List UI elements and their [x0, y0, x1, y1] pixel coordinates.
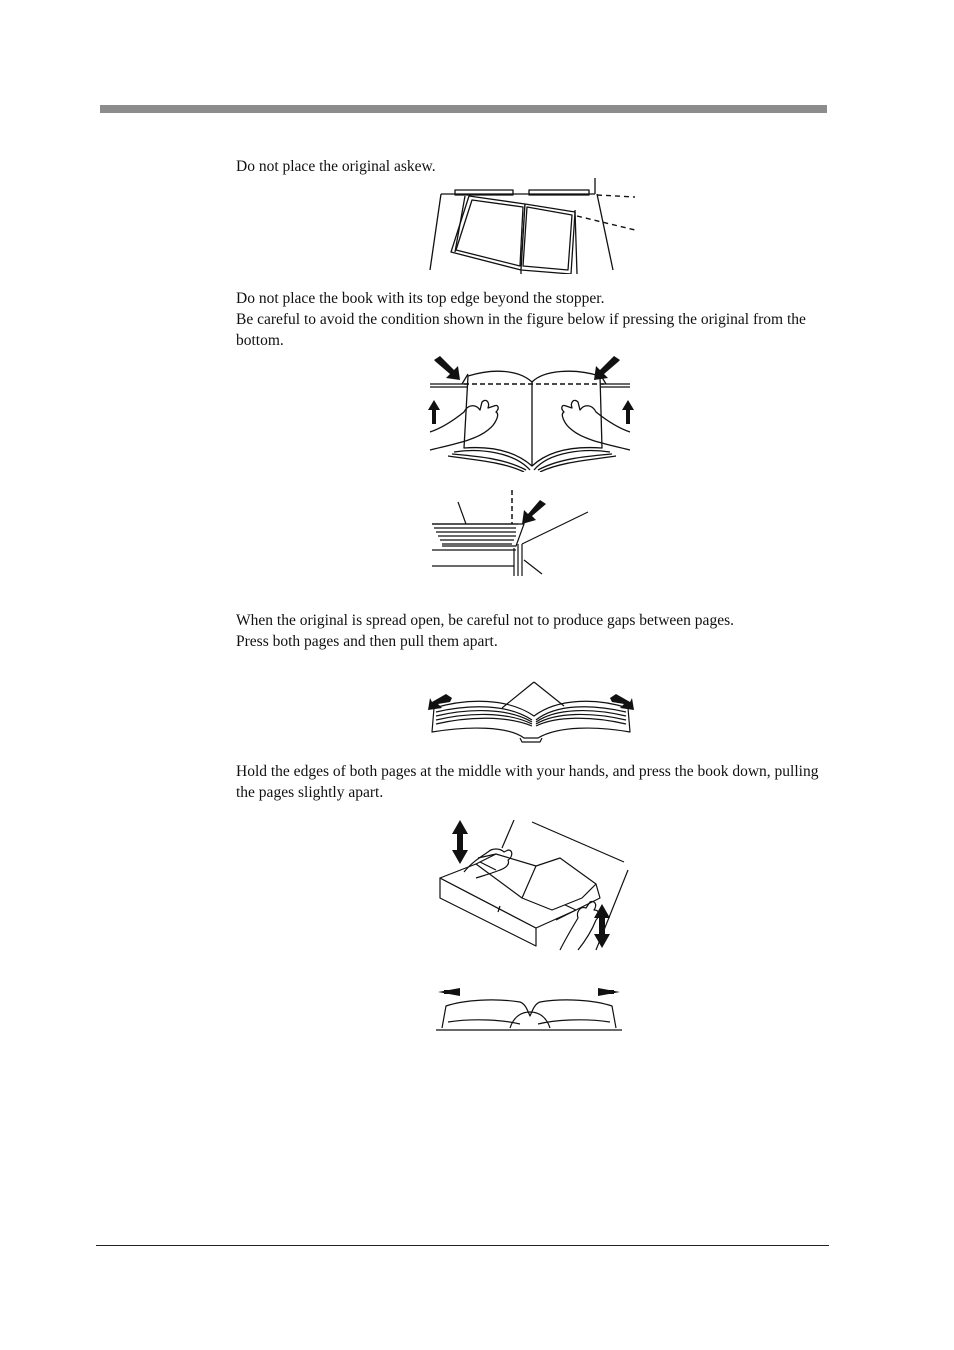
- spread-book-illustration: [428, 678, 634, 744]
- instruction-stopper-line2: Be careful to avoid the condition shown in the figure below if pressing the original from the bottom.: [236, 311, 806, 349]
- askew-book-illustration: [425, 174, 640, 274]
- instruction-stopper: [236, 288, 836, 351]
- instruction-hold-edges: Hold the edges of both pages at the middle with your hands, and press the book down, pulling the pages slightly apart.: [236, 763, 819, 801]
- pressing-from-bottom-illustration: [424, 354, 636, 472]
- book-side-view-illustration: [434, 984, 624, 1034]
- instruction-gaps-line1: When the original is spread open, be careful not to produce gaps between pages.: [236, 612, 734, 629]
- instruction-askew: Do not place the original askew.: [236, 158, 436, 175]
- hands-pressing-book-illustration: [436, 818, 632, 954]
- header-bar: [100, 105, 827, 113]
- stopper-detail-illustration: [428, 488, 593, 576]
- instruction-stopper-line1: Do not place the book with its top edge beyond the stopper.: [236, 290, 605, 307]
- instruction-gaps-line2: Press both pages and then pull them apart.: [236, 633, 498, 650]
- footer-rule: [96, 1245, 829, 1246]
- instruction-gaps: [236, 610, 836, 652]
